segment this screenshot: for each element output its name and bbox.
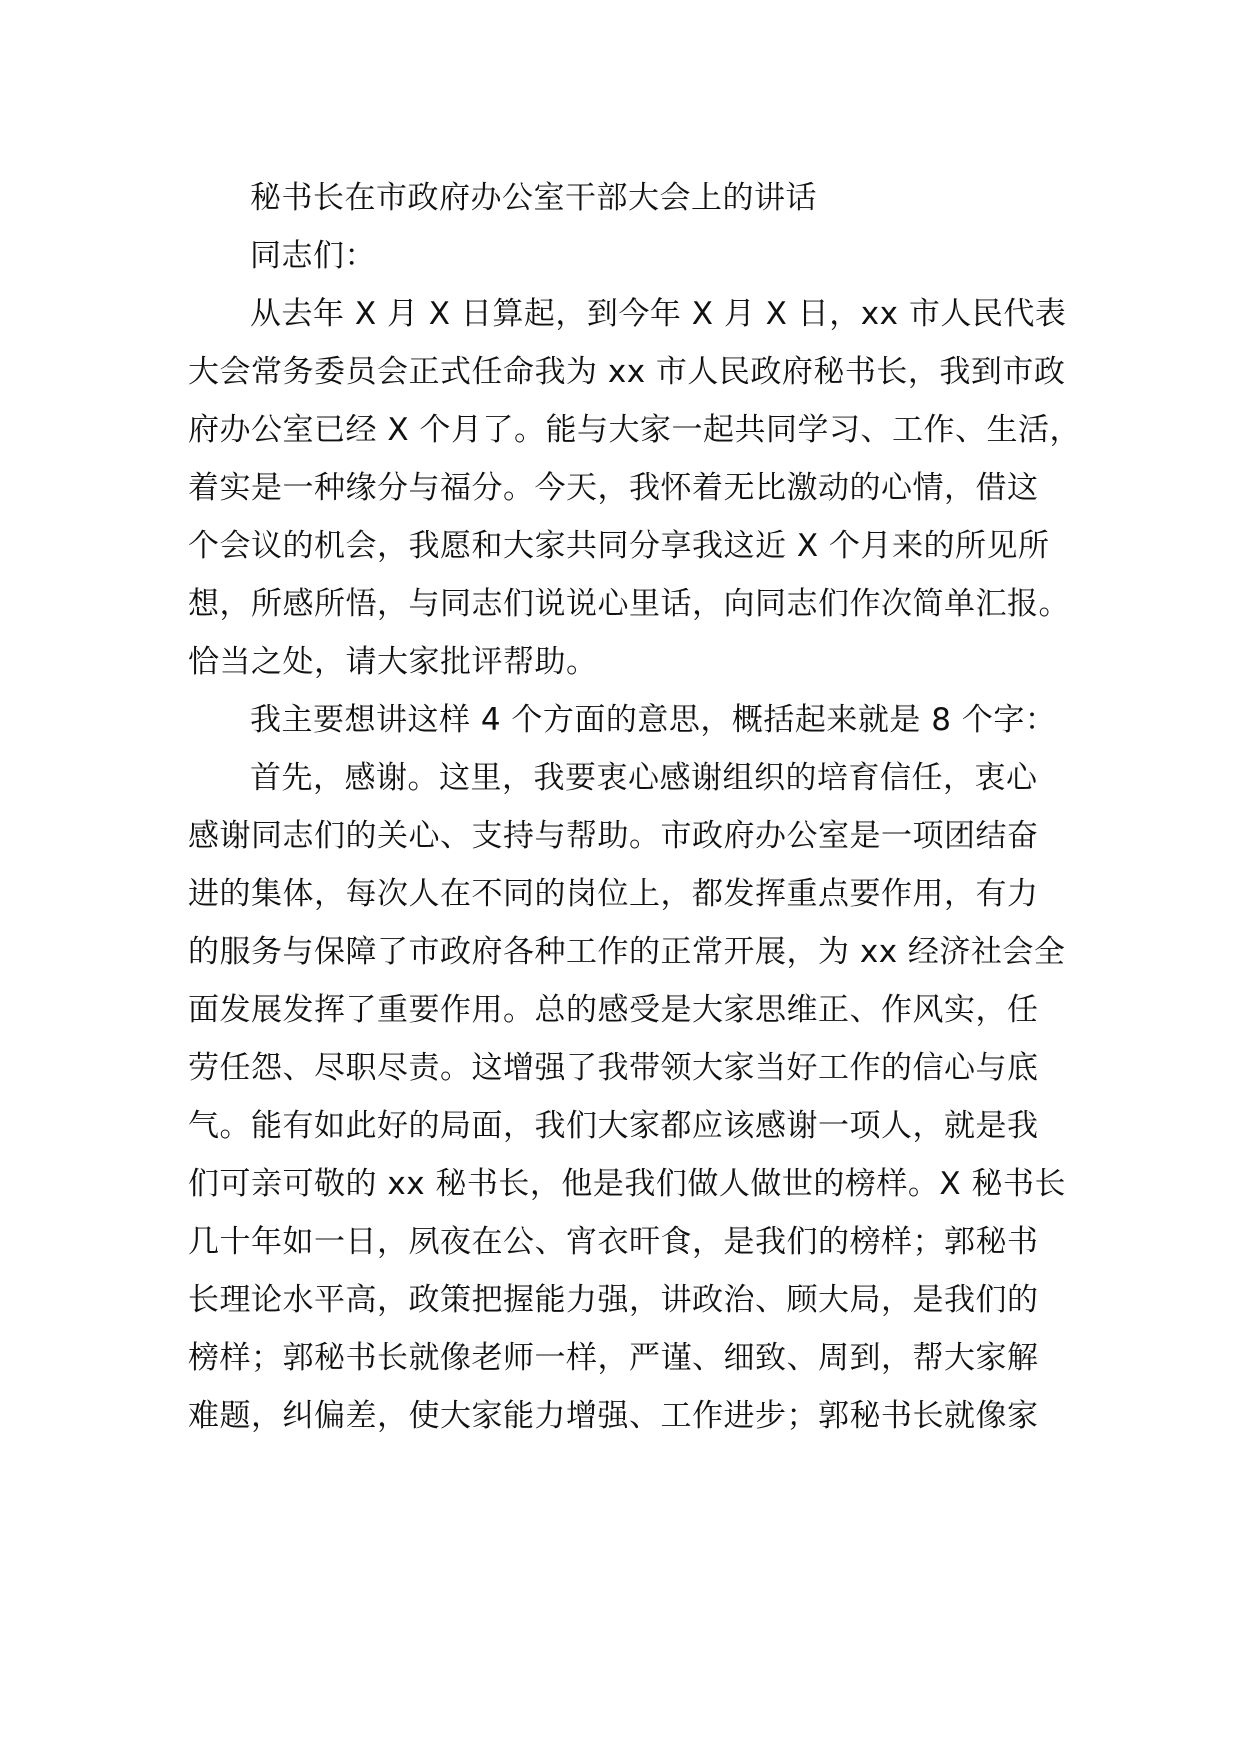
- paragraph-line: 想，所感所悟，与同志们说说心里话，向同志们作次简单汇报。: [188, 586, 1070, 622]
- paragraph-line: 恰当之处，请大家批评帮助。: [188, 644, 598, 680]
- paragraph-line: 个会议的机会，我愿和大家共同分享我这近 X 个月来的所见所: [188, 528, 1050, 564]
- paragraph-line: 长理论水平高，政策把握能力强，讲政治、顾大局，是我们的: [188, 1282, 1039, 1318]
- salutation: 同志们：: [250, 238, 376, 274]
- paragraph-line: 从去年 X 月 X 日算起，到今年 X 月 X 日，xx 市人民代表: [250, 296, 1067, 332]
- paragraph-line: 进的集体，每次人在不同的岗位上，都发挥重点要作用，有力: [188, 876, 1039, 912]
- paragraph-line: 几十年如一日，夙夜在公、宵衣旰食，是我们的榜样；郭秘书: [188, 1224, 1039, 1260]
- paragraph-line: 劳任怨、尽职尽责。这增强了我带领大家当好工作的信心与底: [188, 1050, 1039, 1086]
- paragraph-line: 着实是一种缘分与福分。今天，我怀着无比激动的心情，借这: [188, 470, 1039, 506]
- paragraph-line: 我主要想讲这样 4 个方面的意思，概括起来就是 8 个字：: [250, 702, 1057, 738]
- document-title: 秘书长在市政府办公室干部大会上的讲话: [250, 180, 817, 216]
- paragraph-line: 府办公室已经 X 个月了。能与大家一起共同学习、工作、生活，: [188, 412, 1081, 448]
- paragraph-line: 的服务与保障了市政府各种工作的正常开展，为 xx 经济社会全: [188, 934, 1066, 970]
- paragraph-line: 大会常务委员会正式任命我为 xx 市人民政府秘书长，我到市政: [188, 354, 1066, 390]
- paragraph-line: 首先，感谢。这里，我要衷心感谢组织的培育信任，衷心: [250, 760, 1038, 796]
- paragraph-line: 气。能有如此好的局面，我们大家都应该感谢一项人，就是我: [188, 1108, 1039, 1144]
- paragraph-line: 感谢同志们的关心、支持与帮助。市政府办公室是一项团结奋: [188, 818, 1039, 854]
- paragraph-line: 面发展发挥了重要作用。总的感受是大家思维正、作风实，任: [188, 992, 1039, 1028]
- paragraph-line: 难题，纠偏差，使大家能力增强、工作进步；郭秘书长就像家: [188, 1398, 1039, 1434]
- paragraph-line: 榜样；郭秘书长就像老师一样，严谨、细致、周到，帮大家解: [188, 1340, 1039, 1376]
- paragraph-line: 们可亲可敬的 xx 秘书长，他是我们做人做世的榜样。X 秘书长: [188, 1166, 1066, 1202]
